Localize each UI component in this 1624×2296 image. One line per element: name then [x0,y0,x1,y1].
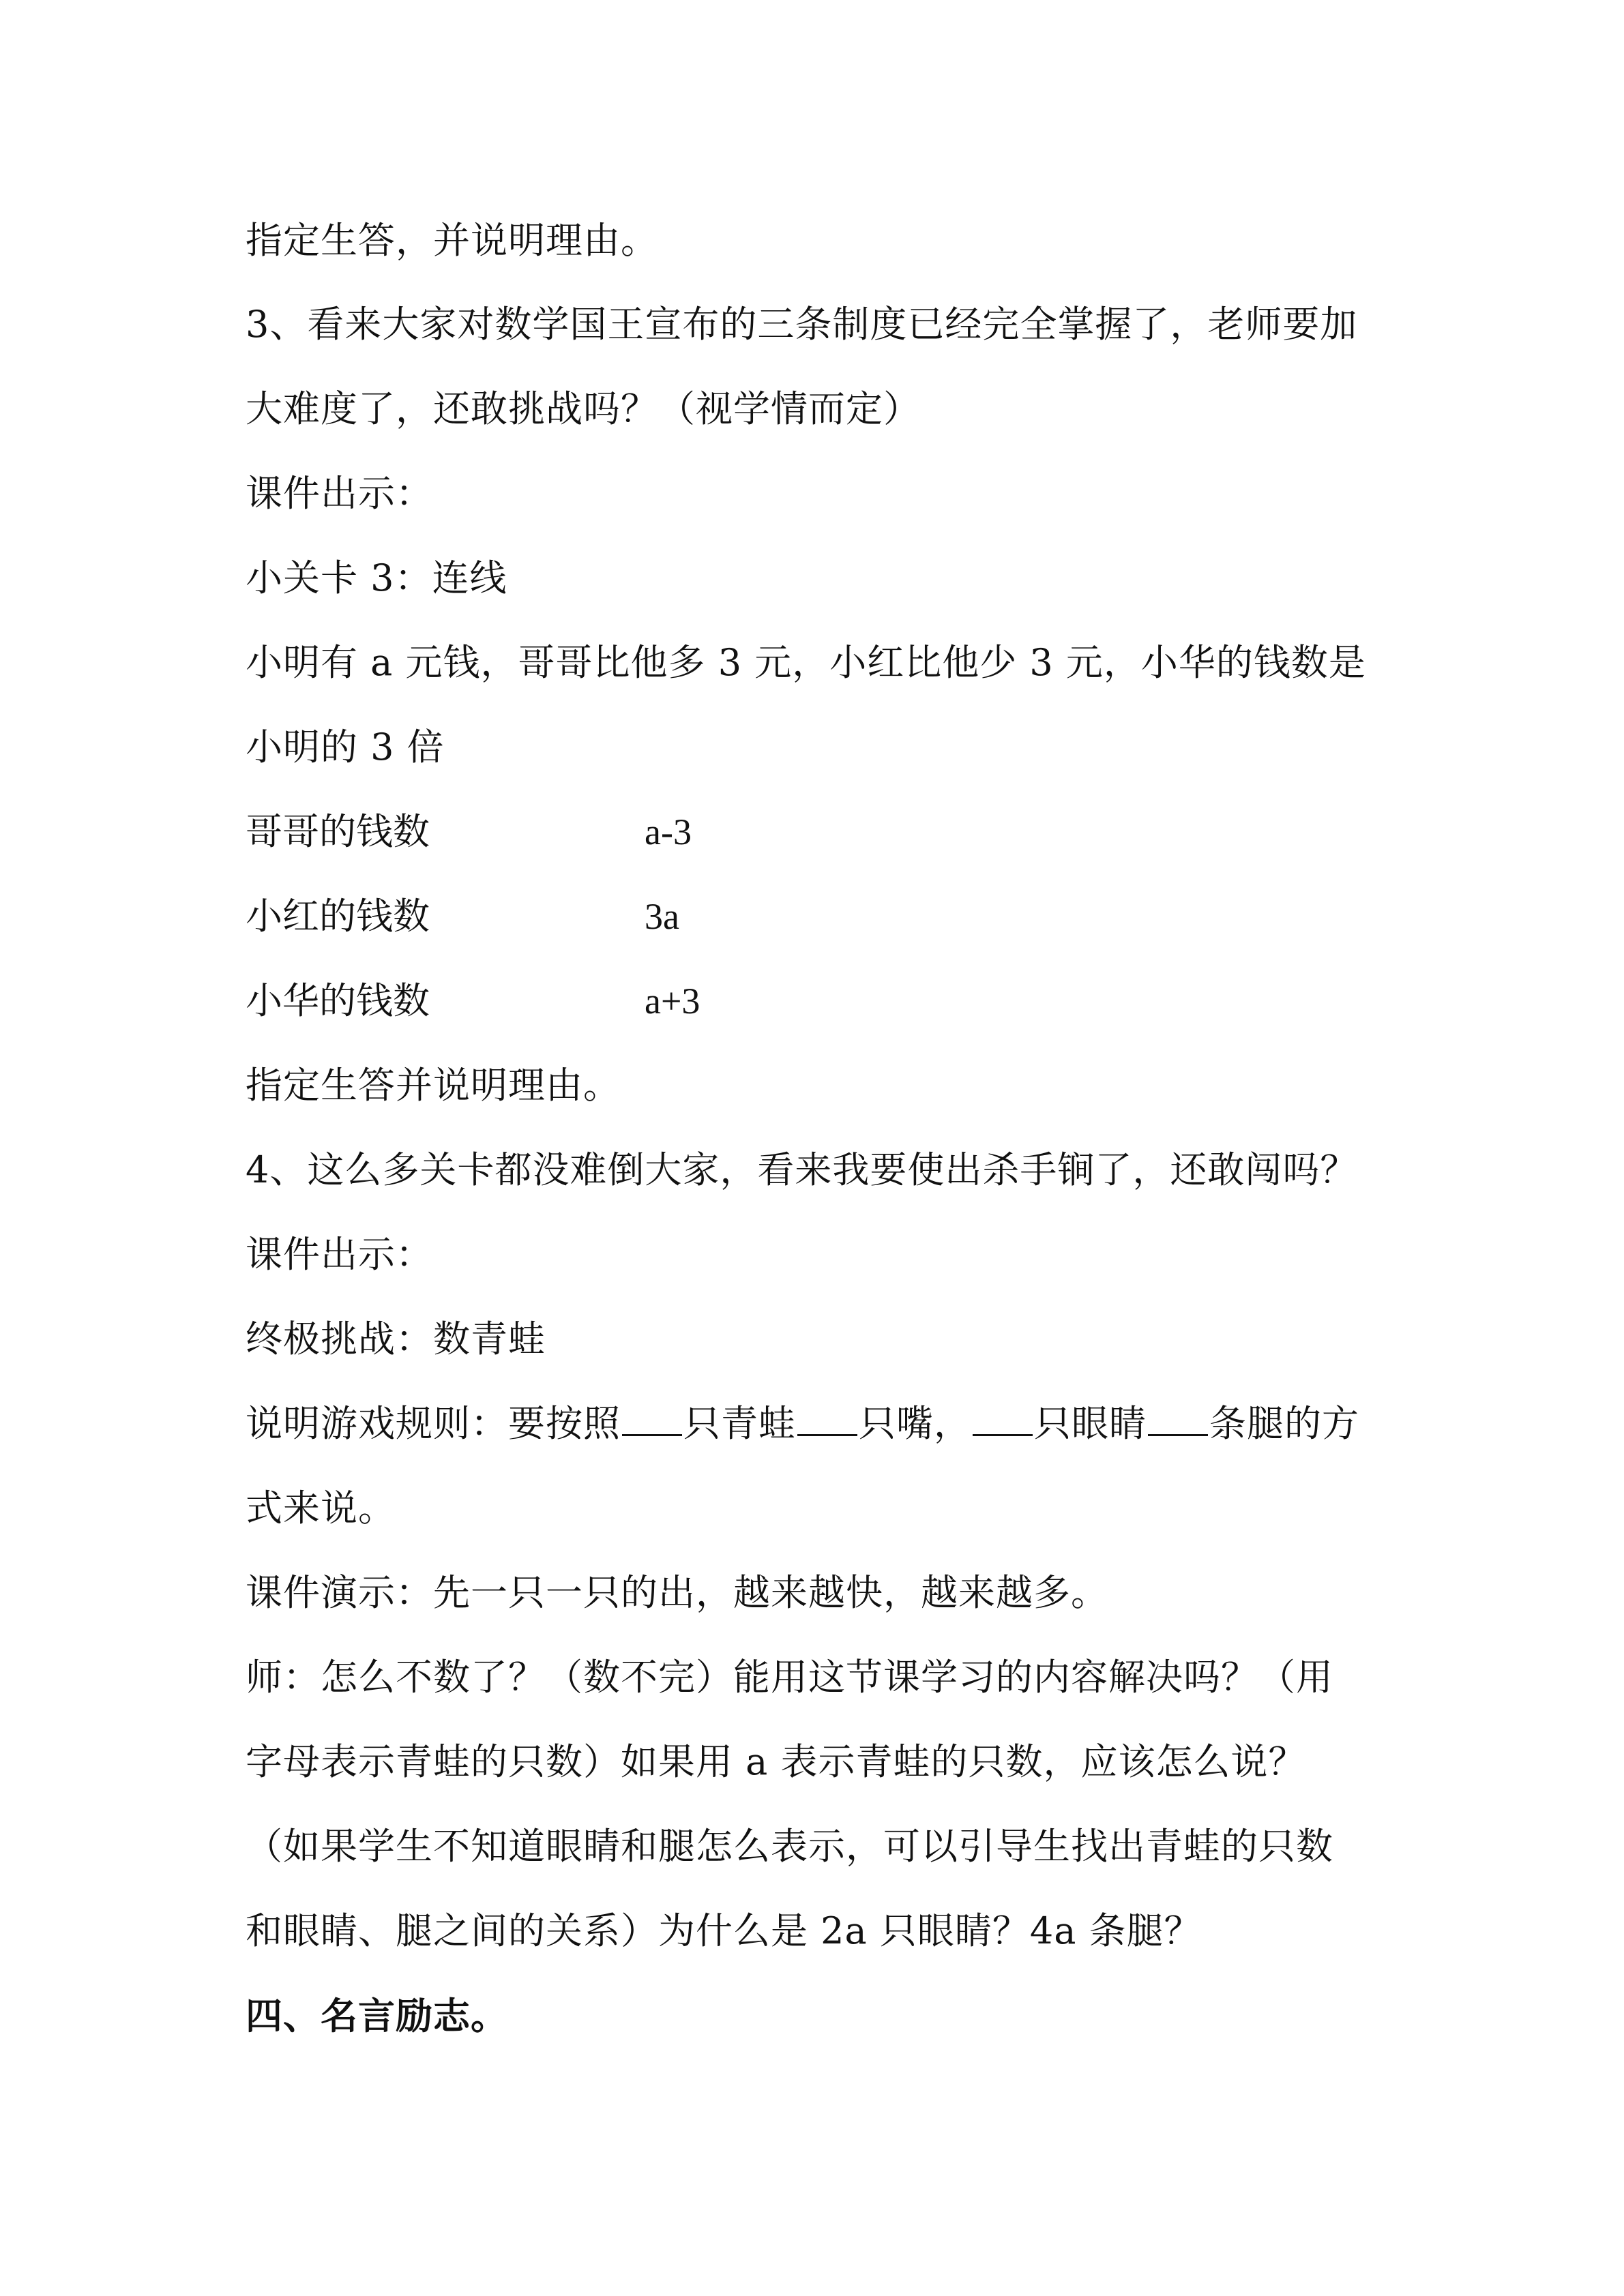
paragraph: 终极挑战：数青蛙 [246,1317,546,1360]
fill-blank [973,1400,1033,1436]
paragraph: （如果学生不知道眼睛和腿怎么表示，可以引导生找出青蛙的只数 [246,1825,1333,1868]
matching-right-expression: 3a [645,896,679,937]
matching-left-label: 哥哥的钱数 [246,810,430,853]
section-heading: 四、名言励志。 [246,1994,508,2038]
paragraph: 课件演示：先一只一只的出，越来越快，越来越多。 [246,1571,1108,1614]
paragraph: 大难度了，还敢挑战吗？（视学情而定） [246,387,921,430]
game-rule-line [246,1400,1359,1448]
matching-left-label: 小华的钱数 [246,979,430,1022]
fill-blank [622,1400,682,1436]
paragraph: 课件出示： [246,472,433,515]
fill-blank [797,1400,857,1436]
paragraph: 指定生答，并说明理由。 [246,219,658,262]
paragraph: 3、看来大家对数学国王宣布的三条制度已经完全掌握了，老师要加 [246,303,1358,346]
document-page [246,0,1391,2296]
paragraph: 小明的 3 倍 [246,726,445,769]
paragraph: 字母表示青蛙的只数）如果用 a 表示青蛙的只数，应该怎么说？ [246,1740,1306,1783]
paragraph: 小明有 a 元钱，哥哥比他多 3 元，小红比他少 3 元，小华的钱数是 [246,641,1366,684]
paragraph: 小关卡 3：连线 [246,556,507,599]
paragraph: 式来说。 [246,1487,396,1530]
paragraph: 4、这么多关卡都没难倒大家，看来我要使出杀手锏了，还敢闯吗？ [246,1148,1358,1191]
paragraph: 师：怎么不数了？（数不完）能用这节课学习的内容解决吗？（用 [246,1656,1333,1699]
fill-blank [1148,1400,1208,1436]
paragraph: 指定生答并说明理由。 [246,1064,621,1107]
matching-left-label: 小红的钱数 [246,895,430,938]
rule-prefix: 说明游戏规则：要按照 [246,1402,621,1445]
rule-part: 只嘴， [859,1402,971,1445]
matching-right-expression: a+3 [645,981,700,1022]
paragraph: 课件出示： [246,1233,433,1276]
rule-part: 只青蛙 [683,1402,796,1445]
rule-part: 只眼睛 [1034,1402,1147,1445]
rule-part: 条腿的方 [1209,1402,1359,1445]
matching-right-expression: a-3 [645,811,692,852]
paragraph: 和眼睛、腿之间的关系）为什么是 2a 只眼睛？4a 条腿？ [246,1909,1202,1952]
